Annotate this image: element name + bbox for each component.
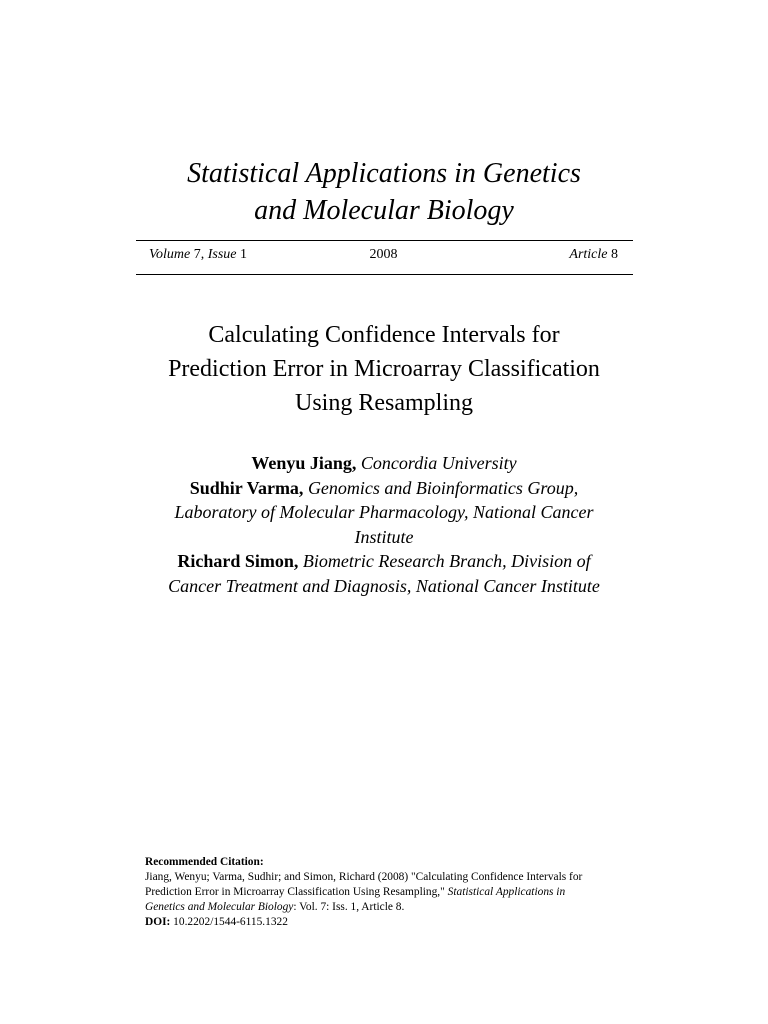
doi-value[interactable]: 10.2202/1544-6115.1322	[173, 916, 288, 928]
article-title-line-3: Using Resampling	[295, 390, 473, 416]
journal-title-line-2: and Molecular Biology	[254, 195, 514, 226]
article-label: Article	[569, 247, 608, 262]
volume-label: Volume	[149, 247, 191, 262]
author-line	[0, 525, 768, 550]
article-title-line-1: Calculating Confidence Intervals for	[208, 322, 560, 348]
author-name: Sudhir Varma,	[189, 477, 304, 498]
author-line	[0, 451, 768, 476]
volume-number: 7	[193, 247, 201, 262]
citation-heading: Recommended Citation:	[145, 856, 264, 868]
author-name: Wenyu Jiang,	[251, 453, 357, 473]
author-affiliation: Biometric Research Branch, Division of	[302, 551, 591, 571]
volume-issue: Volume 7, Issue 1	[149, 247, 247, 262]
author-line	[0, 500, 768, 525]
citation-line-2	[145, 885, 645, 900]
issue-number: 1	[240, 247, 247, 262]
article-number-value: 8	[611, 247, 618, 262]
citation-journal-italic: Statistical Applications in	[447, 886, 566, 898]
citation-journal-italic: Genetics and Molecular Biology	[145, 901, 294, 913]
doi-line	[145, 915, 645, 930]
author-affiliation: Laboratory of Molecular Pharmacology, National Cancer	[174, 502, 594, 522]
author-line	[0, 574, 768, 599]
author-affiliation: Cancer Treatment and Diagnosis, National Cancer Institute	[168, 575, 600, 596]
article-title	[0, 318, 768, 420]
citation-text: : Vol. 7: Iss. 1, Article 8.	[293, 901, 405, 913]
issue-info-row	[149, 246, 618, 264]
author-line	[0, 549, 768, 574]
author-list	[0, 451, 768, 598]
issue-label: Issue	[207, 247, 237, 262]
doi-label: DOI:	[145, 916, 171, 928]
bottom-rule	[136, 274, 633, 275]
author-affiliation: Genomics and Bioinformatics Group,	[307, 477, 579, 498]
citation-text: Prediction Error in Microarray Classification Using Resampling,"	[145, 886, 448, 898]
top-rule	[136, 240, 633, 241]
journal-title-line-1: Statistical Applications in Genetics	[187, 158, 581, 189]
author-affiliation: Institute	[354, 526, 414, 547]
author-line	[0, 476, 768, 501]
publication-year: 2008	[369, 247, 398, 262]
article-title-line-2: Prediction Error in Microarray Classification	[168, 356, 600, 382]
recommended-citation	[145, 855, 645, 930]
citation-line-1: Jiang, Wenyu; Varma, Sudhir; and Simon, Richard (2008) "Calculating Confidence Intervals for	[145, 871, 583, 883]
author-name: Richard Simon,	[177, 551, 299, 571]
journal-title	[0, 155, 768, 229]
article-number	[569, 246, 618, 264]
author-affiliation: Concordia University	[360, 453, 517, 473]
citation-line-3	[145, 900, 645, 915]
